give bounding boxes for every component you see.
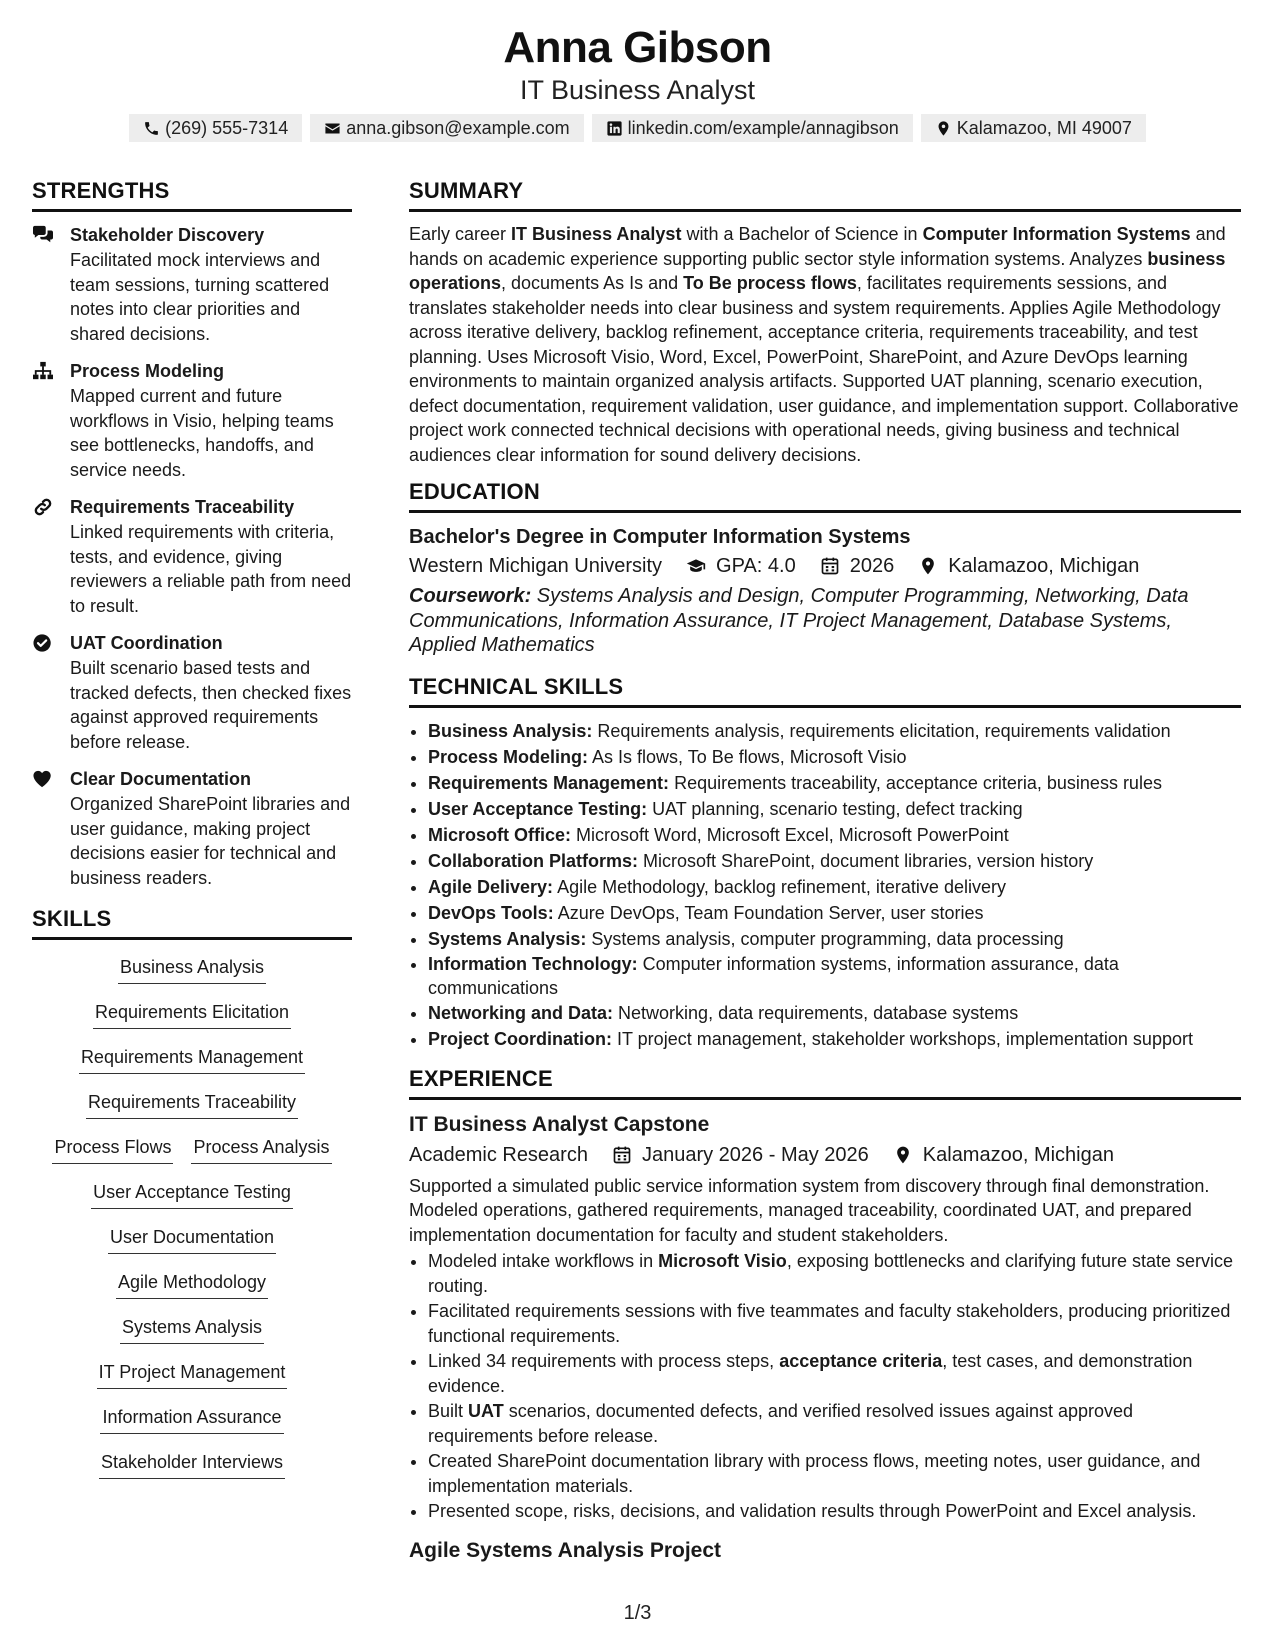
right-column [409,176,1241,1566]
list-item [428,1349,1241,1398]
candidate-name: Anna Gibson [503,23,772,72]
strength-item [32,630,352,754]
job-meta [409,1140,1241,1170]
job-title: Agile Systems Analysis Project [409,1538,722,1562]
bullet-part: UAT [468,1401,504,1421]
skill-tag: Process Analysis [191,1134,331,1164]
tech-skill-text: Networking, data requirements, database systems [613,1002,1019,1023]
graduation-cap-icon [686,556,706,576]
education-meta [409,551,1241,581]
list-item [428,822,1241,848]
list-item [428,718,1241,744]
summary-part: Computer Information Systems [922,224,1191,244]
map-pin-icon [918,556,938,576]
bullet-part: Presented scope, risks, decisions, and validation results through PowerPoint and Excel analysis. [428,1501,1197,1521]
tech-skill-label: User Acceptance Testing: [428,798,648,819]
calendar-icon [612,1145,632,1165]
skill-tag: Process Flows [52,1134,173,1164]
skills-heading: SKILLS [32,904,352,940]
job-org: Academic Research [409,1143,588,1166]
tech-skill-label: Networking and Data: [428,1002,614,1023]
list-item [428,874,1241,900]
skill-tag: Requirements Elicitation [93,999,291,1029]
tech-skill-text: Azure DevOps, Team Foundation Server, user stories [553,902,984,923]
list-item [428,900,1241,926]
strength-title: UAT Coordination [70,633,223,653]
graduation-year: 2026 [849,555,895,577]
envelope-icon [324,120,341,137]
summary-text [409,222,1241,467]
school-location: Kalamazoo, Michigan [948,555,1140,577]
candidate-title: IT Business Analyst [519,75,756,105]
skill-tag: Information Assurance [100,1404,283,1434]
tech-skill-text: Agile Methodology, backlog refinement, iterative delivery [553,876,1006,897]
skill-tag: Requirements Management [79,1044,305,1074]
coursework-label: Coursework: [409,585,532,607]
strength-title: Stakeholder Discovery [70,225,265,245]
coursework-list: Systems Analysis and Design, Computer Programming, Networking, Data Communications, Information Assurance, IT Project Management, Database Systems, Applied Mathematics [409,585,1189,656]
technical-skills-heading: TECHNICAL SKILLS [409,672,1241,708]
strength-title: Clear Documentation [70,769,252,789]
strength-item [32,358,352,482]
map-pin-icon [935,120,952,137]
tech-skill-text: Requirements analysis, requirements elicitation, requirements validation [592,720,1171,741]
skill-tag: Agile Methodology [116,1269,268,1299]
linkedin-icon [606,120,623,137]
heart-icon [32,769,54,789]
bullet-part: Linked 34 requirements with process steps, [428,1351,780,1371]
tech-skill-text: Computer information systems, information assurance, data communications [428,953,1119,998]
tech-skill-label: Microsoft Office: [428,824,572,845]
job-title: IT Business Analyst Capstone [409,1112,710,1136]
left-column [32,176,352,1494]
email-text: anna.gibson@example.com [346,117,570,138]
tech-skill-label: Project Coordination: [428,1028,612,1049]
tech-skill-text: Microsoft Word, Microsoft Excel, Microsoft PowerPoint [571,824,1009,845]
job-summary: Supported a simulated public service information system from discovery through final demonstration. Modeled operations, gathered requirements, managed traceability, coordinated UAT, and prepared implementation documentation for faculty and student stakeholders. [409,1175,1210,1245]
tech-skill-label: Process Modeling: [428,746,589,767]
tech-skill-label: Information Technology: [428,953,638,974]
summary-part: and hands on academic experience supporting public sector style information systems. Analyzes [409,224,1226,269]
job-location: Kalamazoo, Michigan [922,1143,1114,1166]
skill-tag: IT Project Management [97,1359,288,1389]
degree-title: Bachelor's Degree in Computer Information Systems [409,526,911,548]
location-text: Kalamazoo, MI 49007 [956,117,1132,138]
skill-tag: Requirements Traceability [86,1089,298,1119]
school-name: Western Michigan University [409,555,663,577]
strength-desc: Mapped current and future workflows in Visio, helping teams see bottlenecks, handoffs, and service needs. [70,386,334,480]
phone-text: (269) 555-7314 [165,117,289,138]
contact-bar [0,114,1275,142]
gpa-text: GPA: 4.0 [716,555,796,577]
calendar-icon [820,556,840,576]
list-item [428,1499,1241,1524]
list-item [428,770,1241,796]
summary-part: business operations [409,248,1226,293]
tech-skill-label: DevOps Tools: [428,902,554,923]
bullet-part: , exposing bottlenecks and clarifying future state service routing. [428,1251,1234,1296]
strength-desc: Linked requirements with criteria, tests, and evidence, giving reviewers a reliable path from need to result. [70,522,352,616]
strength-item [32,494,352,618]
list-item [428,952,1241,1000]
list-item [428,848,1241,874]
page-number: 1/3 [623,1602,652,1624]
tech-skill-text: Requirements traceability, acceptance criteria, business rules [669,772,1162,793]
job-dates: January 2026 - May 2026 [641,1143,869,1166]
skill-tag: Systems Analysis [120,1314,264,1344]
tech-skill-label: Collaboration Platforms: [428,850,639,871]
list-item [428,1299,1241,1348]
skills-list [32,954,352,1494]
tech-skill-text: IT project management, stakeholder workshops, implementation support [612,1028,1193,1049]
summary-part: Early career [409,224,512,244]
coursework [409,584,1241,658]
tech-skill-text: UAT planning, scenario testing, defect tracking [647,798,1023,819]
list-item [428,1399,1241,1448]
bullet-part: Created SharePoint documentation library with process flows, meeting notes, user guidance, and implementation materials. [428,1451,1201,1496]
summary-part: with a Bachelor of Science in [681,224,923,244]
tech-skill-label: Business Analysis: [428,720,593,741]
strength-title: Requirements Traceability [70,497,295,517]
tech-skill-label: Requirements Management: [428,772,670,793]
tech-skill-text: As Is flows, To Be flows, Microsoft Visio [588,746,907,767]
bullet-part: acceptance criteria [779,1351,943,1371]
education-heading: EDUCATION [409,477,1241,513]
bullet-part: Built [428,1401,469,1421]
contact-phone[interactable] [129,114,302,142]
strength-title: Process Modeling [70,361,225,381]
comments-icon [32,225,54,245]
check-circle-icon [32,633,54,653]
skill-tag: User Acceptance Testing [91,1179,293,1209]
tech-skill-label: Agile Delivery: [428,876,554,897]
tech-skill-text: Systems analysis, computer programming, data processing [586,928,1064,949]
summary-part: , facilitates requirements sessions, and translates stakeholder needs into clear business and system requirements. Applies Agile Methodology across iterative delivery, backlog refinement, acceptance criteria, requirements traceability, and test planning. Uses Microsoft Visio, Word, Excel, PowerPoint, SharePoint, and Azure DevOps learning environments to maintain organized analysis artifacts. Supported UAT planning, scenario execution, defect documentation, requirement validation, user guidance, and implementation support. Collaborative project work connected technical decisions with operational needs, giving business and technical audiences clear information for sound delivery decisions. [409,273,1239,465]
list-item [428,1449,1241,1498]
skill-tag: User Documentation [108,1224,276,1254]
sitemap-icon [32,361,54,381]
contact-linkedin[interactable] [592,114,913,142]
bullet-part: Facilitated requirements sessions with five teammates and faculty stakeholders, producing prioritized functional requirements. [428,1301,1231,1346]
phone-icon [143,120,160,137]
technical-skills-list [409,718,1241,1052]
list-item [428,796,1241,822]
strength-item [32,222,352,346]
list-item [428,1000,1241,1026]
list-item [428,926,1241,952]
summary-heading: SUMMARY [409,176,1241,212]
skill-tag: Stakeholder Interviews [99,1449,285,1479]
map-pin-icon [893,1145,913,1165]
bullet-part: , test cases, and demonstration evidence. [428,1351,1193,1396]
job-bullets [409,1249,1241,1524]
tech-skill-text: Microsoft SharePoint, document libraries, version history [638,850,1094,871]
bullet-part: scenarios, documented defects, and verified resolved issues against approved requirements before release. [428,1401,1134,1446]
list-item [428,744,1241,770]
tech-skill-label: Systems Analysis: [428,928,587,949]
link-icon [32,497,54,517]
summary-part: IT Business Analyst [511,224,682,244]
skill-tag: Business Analysis [118,954,266,984]
contact-location [921,114,1146,142]
summary-part: To Be process flows [683,273,857,293]
bullet-part: Microsoft Visio [658,1251,787,1271]
linkedin-text: linkedin.com/example/annagibson [627,117,899,138]
contact-email[interactable] [310,114,583,142]
strengths-heading: STRENGTHS [32,176,352,212]
list-item [428,1249,1241,1298]
bullet-part: Modeled intake workflows in [428,1251,659,1271]
experience-heading: EXPERIENCE [409,1064,1241,1100]
strength-desc: Built scenario based tests and tracked defects, then checked fixes against approved requirements before release. [70,658,352,752]
strength-desc: Facilitated mock interviews and team sessions, turning scattered notes into clear priorities and shared decisions. [70,250,330,344]
strength-item [32,766,352,890]
summary-part: , documents As Is and [501,273,684,293]
strength-desc: Organized SharePoint libraries and user guidance, making project decisions easier for technical and business readers. [70,794,351,888]
list-item [428,1026,1241,1052]
